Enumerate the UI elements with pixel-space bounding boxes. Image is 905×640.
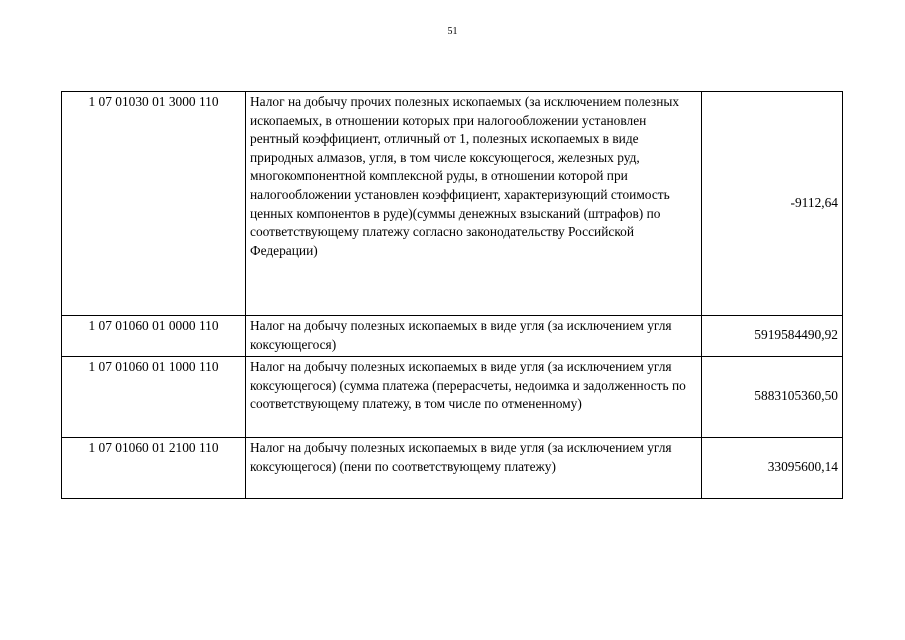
table-row (62, 92, 843, 316)
budget-classification-code: 1 07 01030 01 3000 110 (62, 92, 246, 316)
budget-classification-code: 1 07 01060 01 0000 110 (62, 316, 246, 357)
revenue-name: Налог на добычу полезных ископаемых в виде угля (за исключением угля коксующегося) (пени по соответствующему платежу) (246, 438, 702, 499)
revenue-name: Налог на добычу прочих полезных ископаемых (за исключением полезных ископаемых, в отношении которых при налогообложении установлен рентный коэффициент, отличный от 1, полезных ископаемых в виде природных алмазов, угля, в том числе коксующегося, железных руд, многокомпонентной комплексной руды, в отношении которой при налогообложении установлен коэффициент, характеризующий стоимость ценных компонентов в руде)(суммы денежных взысканий (штрафов) по соответствующему платежу согласно законодательству Российской Федерации) (246, 92, 702, 316)
revenue-amount: -9112,64 (702, 92, 843, 316)
table-row (62, 438, 843, 499)
revenue-amount: 5883105360,50 (702, 357, 843, 438)
budget-revenue-table (61, 91, 843, 499)
table-row (62, 357, 843, 438)
budget-classification-code: 1 07 01060 01 1000 110 (62, 357, 246, 438)
budget-classification-code: 1 07 01060 01 2100 110 (62, 438, 246, 499)
revenue-name: Налог на добычу полезных ископаемых в виде угля (за исключением угля коксующегося) (сумма платежа (перерасчеты, недоимка и задолженность по соответствующему платежу, в том числе по отмененному) (246, 357, 702, 438)
table-row (62, 316, 843, 357)
revenue-amount: 5919584490,92 (702, 316, 843, 357)
revenue-name: Налог на добычу полезных ископаемых в виде угля (за исключением угля коксующегося) (246, 316, 702, 357)
revenue-amount: 33095600,14 (702, 438, 843, 499)
page-number: 51 (447, 26, 458, 37)
